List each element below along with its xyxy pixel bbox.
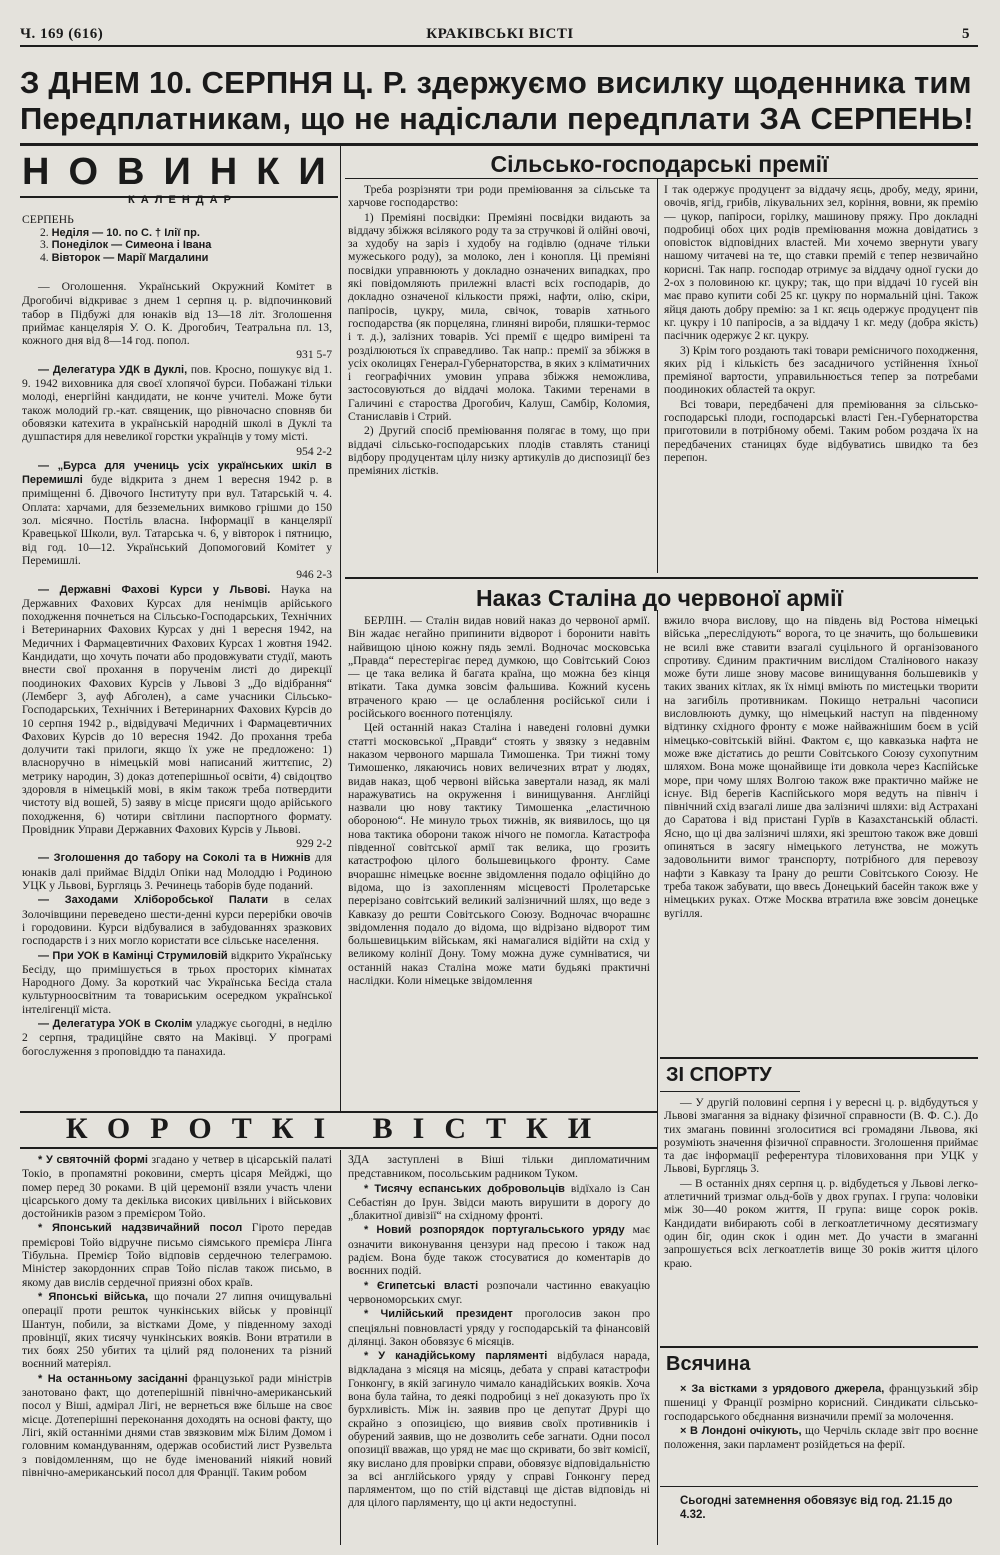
korotki-rule: [20, 1147, 657, 1149]
calendar-title: КАЛЕНДАР: [128, 194, 237, 206]
paragraph: * Єгипетські власті розпочали частинно евакуацію червономорських смуг.: [348, 1278, 650, 1306]
paragraph: 3) Крім того роздають такі товари ремісничого походження, яких рід і кількість без засадничого устійнення їхньої преміяної вартости, управильнюється тепер за потребами поодиноких областей та округ.: [664, 343, 978, 397]
paragraph: Всі товари, передбачені для преміювання за сільсько-господарські плоди, господарські власті Ген.-Губернаторства приготовили в потрібному обемі. Таким робом роздача їх на передбачених станицях буде відбуватись швидко та без перепон.: [664, 397, 978, 464]
paragraph: * Новий розпорядок португальського уряду має означити виконування цензури над пресою і також над радієм. Вона буде також стосуватися до коментарів до воєнних подій.: [348, 1223, 650, 1278]
calendar-day: 3. Понеділок — Симеона і Івана: [40, 238, 212, 252]
paragraph: Цей останній наказ Сталіна і наведені головні думки статті московської „Правди“ стоять у звязку з недавнім наказом червоного маршала Тимошенка. Три тижні тому Тимошенко, лякаючись нових величезних втрат у людях, видав наказ, щоб червоні війська завертали назад, як малі наражуватись на окруження і винищування. Англійці назвали цю нову тактику Тимошенка „еластичною обороною“. Не минуло трьох тижнів, як виявилось, що ця нова тактика оборони також нічого не помогла. Катастрофа південної совітської армії так велика, що грозить катастрофою цілого большевицького фронту. Саме вчорашнє німецьке воєнне звідомлення подало офіційно до відома, що із захопленням місцевості Пролетарське перерізано совітський великий залізничний шлях, що веде з Кавказу до решти Совітського Союзу. Водночас вчорашнє звідомлення подало до відома, що відрізано відворот тим большевицьким військам, які намагалися відійти на схід у великому колінії Дону. Тому можна дуже сумніватися, чи останній наказ Сталіна може мати будьякі практичні наслідки. Коли німецьке звідомлення: [348, 721, 650, 988]
paragraph: * Чилійський президент проголосив закон про спеціяльні повновласті уряду у господарській та фінансовій ділянці. Закон обовязує 6 місяців.: [348, 1307, 650, 1348]
column-rule-2: [657, 178, 658, 573]
premiyi-right: [664, 183, 978, 573]
column-rule-4: [340, 1150, 341, 1545]
item-number: 954 2-2: [296, 444, 332, 458]
paragraph: × За вістками з урядового джерела, французький збір пшениці у Франції розмірно корисний. Синдикати сільсько-господарського обєднання визначили премії за молочення.: [664, 1382, 978, 1423]
paragraph: * Тисячу еспанських добровольців відїхало із Сан Себастіян до Ірун. Звідси мають вирушити в дорогу до „блакитної дивізії“ на східному фронті.: [348, 1181, 650, 1223]
novynky-title: НОВИНКИ: [22, 151, 345, 193]
news-item: — Заходами Хліборобської Палати в селах Золочівщини переведено шести-денні курси перерібки овочів і городовини. Курси відбувалися в забудованнях зразкових господарств і з них могло користати все сільське населення.: [22, 893, 332, 948]
banner-line-2: Передплатникам, що не надіслали передплати ЗА СЕРПЕНЬ!: [20, 101, 974, 136]
page-number: 5: [962, 26, 970, 42]
vsyachyna-body: [664, 1382, 978, 1482]
item-number: 929 2-2: [296, 837, 332, 851]
news-item: — „Бурса для учениць усіх українських шкіл в Перемишлі буде відкрита з днем 1 вересня 1942 р. в приміщенні б. Дівочого Інституту при вул. Татарській ч. 4. Оплата: харчами, для безземельних вимковo грішми до 150 зол. місячно. Постіль власна. Інформації в канцелярії Кравецької Школи, вул. Татарська ч. 6, у вівторок і пятницю, від год. 10—12. Український Допомоговий Комітет у Перемишлі.: [22, 459, 332, 567]
column-rule-3: [657, 610, 658, 1545]
paragraph: Треба розрізняти три роди преміювання за сільське та харчове господарство:: [348, 183, 650, 210]
stalin-title: Наказ Сталіна до червоної армії: [476, 585, 843, 611]
premiyi-title: Сільсько-господарські премії: [490, 151, 829, 177]
masthead-title: КРАКІВСЬКІ ВІСТІ: [426, 26, 574, 42]
header-rule: [20, 45, 978, 47]
paragraph: — У другій половині серпня і у вересні ц. р. відбудуться у Львові змагання за віднаку фізичної справности (В. Ф. С.). До тих змагань повинні зголоситися всі громадяни Львова, які розуміють значення фізичної справности. Зголошення приймає та дає інформації референтура тіловиховання при УЦК у Львові, Бургляць 3.: [664, 1096, 978, 1176]
news-item: — Зголошення до табору на Соколі та в Нижнів для юнаків далі приймає Відділ Опіки над Молоддю і Родиною УЦК у Львові, Бургляць 3. Речинець таборів буде поданий.: [22, 851, 332, 893]
news-item: — Оголошення. Український Окружний Комітет в Дрогобичі відкриває з днем 1 серпня ц. р. відпочинковий табор в Підбужі для юнаків від 13—18 літ. Зголошення приймає канцелярія У. О. К. Дрогобич, Театральна пл. 13, кожного дня від 8—14 год. попол.: [22, 280, 332, 348]
paragraph: * Японські війська, що почали 27 липня очищувальні операції проти решток чункінських військ у провінції Шантун, побили, за вістками Доме, у південному заході провінції, яких тисячу чункінських вояків. Вони втратили в тих боях 250 убитих та цілий ряд полонених та різний воєнний матеріял.: [22, 1289, 332, 1371]
korotki-left: [22, 1153, 332, 1545]
sport-rule-top: [660, 1057, 978, 1059]
paragraph: * Японський надзвичайний посол Гірото передав премієрові Тойо відручне письмо сіямського премієра Лінга Тібульна. Премієр Тойо відповів сердечною телеграмою. Міністер закордонних справ Тойо післав також письмо, в якому дав вислів сердечної приязні обох країв.: [22, 1221, 332, 1289]
paragraph: ЗДА заступлені в Віші тільки дипломатичним представником, посольським радником Туком.: [348, 1153, 650, 1181]
calendar-month: СЕРПЕНЬ: [22, 213, 74, 226]
vsyachyna-rule: [660, 1486, 978, 1487]
vsyachyna-title: Всячина: [666, 1353, 751, 1375]
vsyachyna-rule-top: [660, 1346, 978, 1348]
item-number: 931 5-7: [296, 348, 332, 362]
paragraph: 1) Преміяні посвідки: Преміяні посвідки видають за віддачу збіжжя всілякого роду та за стручкові й олійні овочі, за худобу на заріз і худобу на годівлю (одначе тільки мужеського роду), за молоко, лен і конопля. Ці преміяні посвідки управнюють у докладно означених випадках, про які повідомляють прилежні власті всіх господарів, до докладно означеної кількости пряжі, нафти, олію, скіри, папіросів, цукру, мила, свічок, товарів хатнього господарства (як порцеляна, глиняні вироби, пляшки-термос і т. д.), залізних товарів. Усі премії є щедро вимірені та розділюються їх справедливо. Так напр.: премії за збіжжя в усіх околицях Генерал-Губернаторства, в яких з кліматичних і географічних умовин управа збіжжя неможлива, застосовуються до віддачі молока. Такими теренами в Галичині є староства Дрогобич, Калуш, Самбір, Коломия, Станиславів і Стрий.: [348, 210, 650, 424]
banner-rule: [20, 143, 978, 146]
section-rule: [345, 577, 978, 579]
paragraph: БЕРЛІН. — Сталін видав новий наказ до червоної армії. Він жадає негайно припинити відворот і боронити навіть найвищою ціною кожну пядь землі. Водночас московська „Правда“ перестерігає перед думкою, що Совітський Союз — це така велика й багата країна, що можна без кінця втікати. Така думка зовсім фальшива. Кожний кусень втраченого краю — це ослаблення російської сили і російського воєнного потенціялу.: [348, 614, 650, 721]
banner-line-1: З ДНЕМ 10. СЕРПНЯ Ц. Р. здержуємо висилку щоденника тим: [20, 65, 972, 100]
news-item: — Делегатура УДК в Дуклі, пов. Кросно, пошукує від 1. 9. 1942 виховника для своєї хлопячої бурси. Побажані тільки молоді, енергійні кандидати, не конче учителі. Може бути також молодий гр.-кат. священик, що рівночасно сповняв би обовязки катехита в українській народній школі в Дуклі та душпастиря для невеликої горстки українців у тому місті.: [22, 362, 332, 444]
korotki-right: [348, 1153, 650, 1545]
paragraph: 2) Другий спосіб преміювання полягає в тому, що при віддачі сільсько-господарських плодів ставлять станиці відбору продуцентам цілу низку артикулів до диспозиції без преміяних лістків.: [348, 424, 650, 478]
paragraph: × В Лондоні очікують, що Черчіль складе звіт про воєнне положення, заки парламент розійдеться на ферії.: [664, 1423, 978, 1452]
calendar-day: 4. Вівторок — Марії Магдалини: [40, 250, 209, 264]
eclipse-notice: Сьогодні затемнення обовязує від год. 21.15 до 4.32.: [680, 1495, 953, 1521]
item-number: 946 2-3: [296, 568, 332, 582]
paragraph: * У святочній формі згадано у четвер в цісарській палаті Токіо, в пропамятні роковини, смерть цісаря Мейджі, що помер перед 30 роками. В цій церемонії взяли участь члени цісарського дому та декілька високих цивільних і військових достойників разом з премієром Тойо.: [22, 1153, 332, 1221]
news-item: — При УОК в Камінці Струмиловій відкрито Українську Бесіду, що примішується в трьох просторих кімнатах Народного Дому. За короткий час Українська Бесіда стала культурноосвітним та товариським осередком української інтелігенції міста.: [22, 948, 332, 1016]
paragraph: * У канадійському парляменті відбулася нарада, відкладана з місяця на місяць, дебата у справі катастрофи Гонконгу, в якій загинуло чимало канадійських вояків. Хоча вона була тайна, то деякі подробиці з неї доказують про їх бурхливість. Між ін. заявив про це депутат Друрі що скрайно з опозицією, що виявив своїх противників і обурений заявив, що не дозволить себе загнати. Одни посол опозиції вважав, що уряд не має що скривати, бо звіт комісії, яку вислано для провірки справи, обовязує відповідальністю за всі англійського уряду у справі Гонконгу перед парляментом, що по стій відставці ще дістав відповідь ні для цілого парляменту, що ці акти недоступні.: [348, 1349, 650, 1510]
column-rule-1: [340, 146, 341, 1111]
issue-number: Ч. 169 (616): [20, 26, 104, 42]
korotki-title: КОРОТКІ ВІСТКИ: [65, 1112, 612, 1145]
calendar: [22, 214, 322, 264]
sport-body: [664, 1096, 978, 1341]
news-item: — Делегатура УОК в Сколім уладжує сьогодні, в неділю 2 серпня, традиційне свято на Маківці. У програмі богослуження з проповіддю та панахида.: [22, 1017, 332, 1058]
sport-title: ЗІ СПОРТУ: [666, 1064, 772, 1086]
stalin-right: [664, 614, 978, 1052]
paragraph: * На останньому засіданні французької ради міністрів занотовано факт, що дотеперішній північно-американський посол у Віші, адмірал Лігі, не вернеться вже більше на своє місце. Дотеперішні переконання доходять на основі факту, що Лігі, якій останніми днями став звязковим між Білим Домом і головним командуванням, одержав особистий лист Рузвельта з повідомленням, що не буде іменований ніякий новий північно-американський посол для Франції. Таким робом: [22, 1371, 332, 1479]
novynky-body: [22, 280, 332, 1110]
stalin-left: [348, 614, 650, 1100]
paragraph: вжило вчора вислову, що на південь від Ростова німецькі війська „переслідують“ ворога, то це значить, що большевики не всилі вже ставити взагалі суцільного й організованого спротиву. Єдиним практичним вислідом Сталінового наказу може бути лише знову масове винищування большевиків у таких званих кітлах, як їх німці вміють по мистецьки творити на загибіль противникам. Покищо нетральні часописи висловлюють думку, що німецький наступ на південному відтинку східного фронту є може найважнішим боєм в усій німецько-совітській війні. Фактом є, що кавказька нафта не може вже дістатись до решти Совітського Союзу сухопутним шляхом. Вона може щонайвище іти довкола через Каспійське море, при чому шлях Волгою також вже практично майже не існує. Від берегів Каспійського моря ведуть на північ і північний схід взагалі лише два залізничі шляхи: від Астрахані до Саратова і від пристані Гурїв в Казахстанській області. Ясно, що ці два залізничі шляхи, які зрештою також вже довші опиняться в засягу німецького летунства, не можуть задовольнити вимог транспорту, потрібного для перевозу нафти з Кавказу та Ірану до решти Совітського Союзу. Не треба також забувати, що ввесь Донецький басейн також вже у німецьких руках. Отже Москва втратила вже зовсім донецьке вугілля.: [664, 614, 978, 920]
paragraph: І так одержує продуцент за віддачу яєць, дробу, меду, ярини, овочів, ягід, грибів, лікувальних зел, коріння, вовни, як премію — цукор, папіроси, горілку, машинову пряжу. Про докладні подробиці обох цих родів преміювання можна довідатись з оповісток відповідних властей. Ми хочемо звернути увагу нашому читачеві на те, що ставки премій є тепер незвичайно корисні. Так напр. господар отримує за віддачу одної гуски до 2-ох з половиною кг. цукру; так, що при віддачі 10 гусей він має право купити собі 25 кг. цукру по нормальній ціні. Також яйця дають добру премію: за 1 кг. яєць одержує продуцент пів кг. цукру і 10 папіросів, а за віддачу 1 кг. меду (добра якість) пасічник одержує 2 кг. цукру.: [664, 183, 978, 343]
premiyi-left: [348, 183, 650, 573]
sport-rule: [660, 1091, 800, 1092]
premiyi-rule: [345, 178, 978, 179]
paragraph: — В останніх днях серпня ц. р. відбудеться у Львові легко-атлетичний тризмаг ольд-боїв у двох групах. І група: чоловіки між 30—40 роком життя, ІІ група: вище сорок років. Кандидати вибирають собі в легкоатлетичному десятизмагу один біг, один скок і один мет. До участи в змаганні запрошується всіх легкоатлетів вище 30 років життя цілого краю.: [664, 1176, 978, 1270]
calendar-day: 2. Неділя — 10. по С. † Ілії пр.: [40, 225, 200, 239]
news-item: — Державні Фахові Курси у Львові. Наука на Державних Фахових Курсах для ненімців арійського походження почнеться на Сільсько-Господарських, Технічних і Ветеринарних Фахових Курсах у дні 1 вересня 1942, на Медичних і Фармацевтичних Фахових Курсах 1 жовтня 1942. Кандидати, що хочуть почати або продовжувати студії, мають внести свої прохання в порученім листі до дирекції поодиноких Фахових Курсів у Львові 3 „До відібрання“ (Лемберг 3, ауф Абголен), а саме учасники Сільсько-Господарських, Технічних і Ветеринарних Фахових Курсів до 10 серпня 1942 р., відвідувачі Медичних і Фармацевтичних Фахових Курсів до 10 вересня 1942. До прохання треба долучити такі прилоги, якщо їх уже не предложено: 1) власноручно в німецькій мові написаний життєпис, 2) метрику народин, 3) доказ дотеперішньої освіти, 4) свідоцтво здоровля в німецькій мові, в якім також треба потвердити чистоту від вошей, 5) заяву в місце присяги щодо арійського походження, 6) чотири світлини паспортного формату. Провідник Управи Державних Фахових Курсів у Львові.: [22, 582, 332, 836]
